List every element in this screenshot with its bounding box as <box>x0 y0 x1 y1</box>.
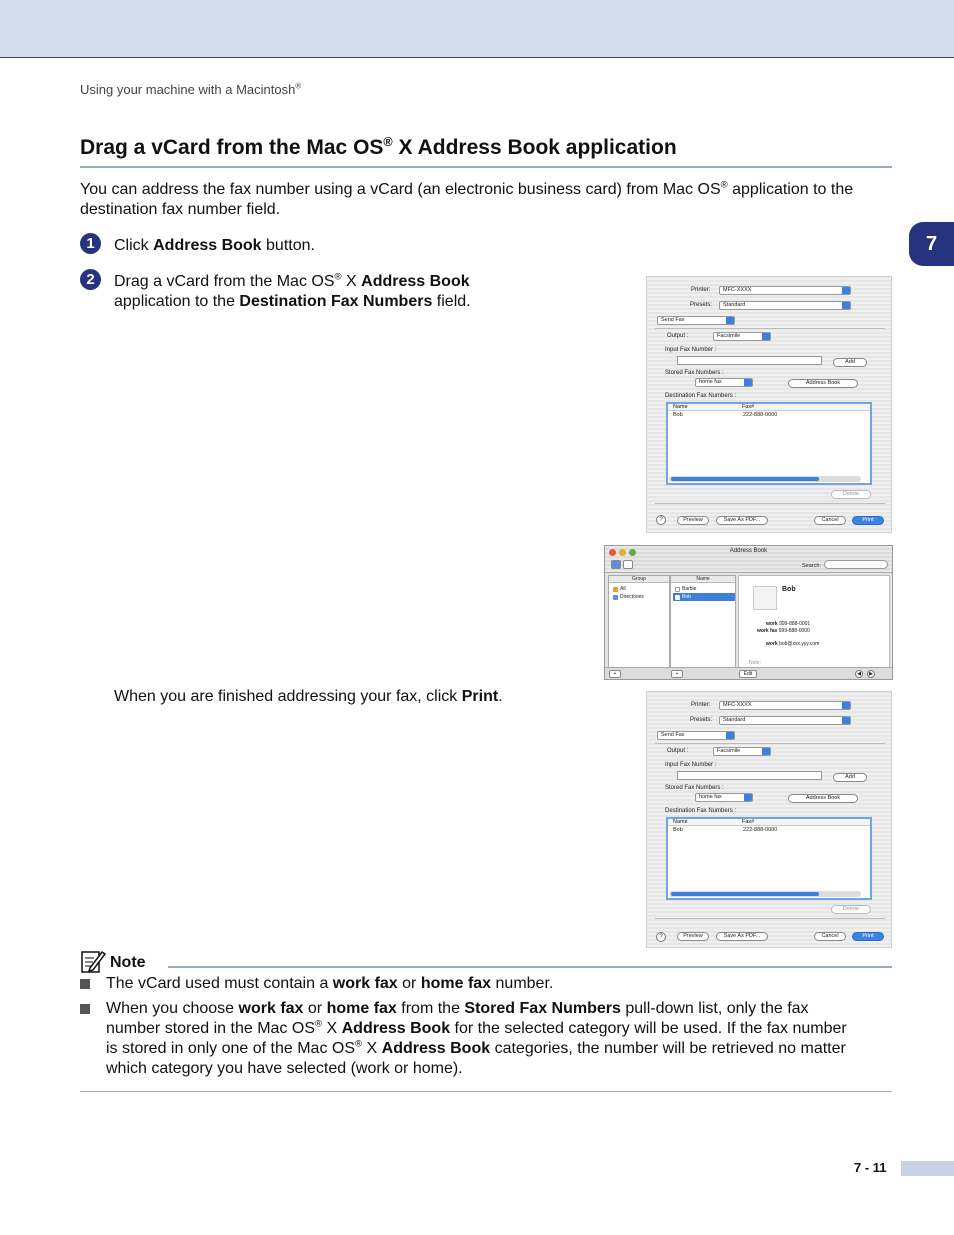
save-as-pdf-button[interactable]: Save As PDF... <box>716 516 768 525</box>
top-header-band <box>0 0 954 58</box>
group-item-all[interactable]: All <box>611 585 669 593</box>
contact-photo <box>753 586 777 610</box>
add-group-button[interactable]: + <box>609 670 621 678</box>
horizontal-scrollbar[interactable] <box>669 891 861 897</box>
dest-fax-label: Destination Fax Numbers : <box>665 808 737 814</box>
dialog-separator <box>655 743 885 744</box>
previous-card-icon[interactable]: ◀ <box>855 670 863 678</box>
dialog-separator <box>655 503 885 504</box>
note-rule <box>168 966 892 968</box>
note-field-label: Note: <box>749 660 761 666</box>
panel-select[interactable]: Send Fax <box>657 316 735 325</box>
horizontal-scrollbar[interactable] <box>669 476 861 482</box>
delete-button[interactable]: Delete <box>831 905 871 914</box>
bullet-marker <box>80 979 90 989</box>
presets-select[interactable]: Standard <box>719 301 851 310</box>
output-label: Output : <box>667 748 689 754</box>
group-icon <box>613 587 618 592</box>
col-fax: Fax# <box>742 404 755 410</box>
note-bullet-2: When you choose work fax or home fax from the Stored Fax Numbers pull-down list, only the fax number stored in the Mac OS® X Address Book for the selected category will be used. If the fax number is stored in only one of the Mac OS® X Address Book categories, the number will be retrieved no matter which category you have selected (work or home). <box>106 1000 847 1077</box>
address-book-button[interactable]: Address Book <box>788 379 858 388</box>
running-head: Using your machine with a Macintosh® <box>80 81 302 97</box>
dialog-separator <box>655 328 885 329</box>
dest-fax-list[interactable] <box>666 402 872 485</box>
next-card-icon[interactable]: ▶ <box>867 670 875 678</box>
contact-card[interactable] <box>738 575 890 668</box>
window-title: Address Book <box>729 548 768 554</box>
section-title: Drag a vCard from the Mac OS® X Address Book application <box>80 135 677 159</box>
note-bottom-rule <box>80 1091 892 1092</box>
preview-button[interactable]: Preview <box>677 516 709 525</box>
cancel-button[interactable]: Cancel <box>814 516 846 525</box>
dest-fax-label: Destination Fax Numbers : <box>665 393 737 399</box>
window-titlebar <box>605 546 892 573</box>
printer-label: Printer: <box>691 702 711 708</box>
card-view-icon[interactable] <box>611 560 621 569</box>
table-row-name[interactable]: Bob <box>673 827 683 833</box>
panel-select[interactable]: Send Fax <box>657 731 735 740</box>
bullet-marker <box>80 1004 90 1014</box>
save-as-pdf-button[interactable]: Save As PDF... <box>716 932 768 941</box>
col-name: Name <box>673 819 688 825</box>
print-button[interactable]: Print <box>852 516 884 525</box>
stored-fax-select[interactable]: home fax <box>695 378 753 387</box>
stored-fax-label: Stored Fax Numbers : <box>665 785 724 791</box>
printer-select[interactable]: MFC-XXXX <box>719 701 851 710</box>
stored-fax-label: Stored Fax Numbers : <box>665 370 724 376</box>
list-item[interactable]: Barbie <box>673 585 731 593</box>
page-number: 7 - 11 <box>854 1160 887 1175</box>
name-header: Name <box>671 576 735 583</box>
input-fax-field[interactable] <box>677 356 822 365</box>
help-button[interactable]: ? <box>656 932 666 942</box>
printer-select[interactable]: MFC-XXXX <box>719 286 851 295</box>
cancel-button[interactable]: Cancel <box>814 932 846 941</box>
scroll-thumb[interactable] <box>671 892 819 896</box>
table-row-fax[interactable]: 222-888-0000 <box>743 827 778 833</box>
add-contact-button[interactable]: + <box>671 670 683 678</box>
output-select[interactable]: Facsimile <box>713 332 771 341</box>
presets-label: Presets: <box>690 717 713 723</box>
address-book-screenshot <box>604 545 893 680</box>
preview-button[interactable]: Preview <box>677 932 709 941</box>
page-number-bar <box>901 1161 954 1176</box>
input-fax-field[interactable] <box>677 771 822 780</box>
step-2-text: Drag a vCard from the Mac OS® X Address Book application to the Destination Fax Numbers field. <box>114 271 471 310</box>
note-label: Note <box>110 954 146 971</box>
search-label: Search: <box>802 563 821 569</box>
print-button[interactable]: Print <box>852 932 884 941</box>
stored-fax-select[interactable]: home fax <box>695 793 753 802</box>
output-select[interactable]: Facsimile <box>713 747 771 756</box>
window-bottombar <box>605 667 892 679</box>
contact-line: work bob@xxx.yyy.com <box>766 641 820 647</box>
table-row-name[interactable]: Bob <box>673 412 683 418</box>
contact-name: Bob <box>782 586 796 593</box>
presets-select[interactable]: Standard <box>719 716 851 725</box>
list-header <box>668 819 870 826</box>
print-dialog-screenshot-2 <box>646 691 892 948</box>
output-label: Output : <box>667 333 689 339</box>
table-row-fax[interactable]: 222-888-0000 <box>743 412 778 418</box>
note-bullet-1: The vCard used must contain a work fax or home fax number. <box>106 975 554 992</box>
group-item-directories[interactable]: Directories <box>611 593 669 601</box>
step-number-2: 2 <box>80 269 101 290</box>
add-button[interactable]: Add <box>833 773 867 782</box>
dest-fax-list[interactable] <box>666 817 872 900</box>
scroll-thumb[interactable] <box>671 477 819 481</box>
intro-paragraph: You can address the fax number using a vCard (an electronic business card) from Mac OS® application to the destination fax number field. <box>80 179 854 218</box>
list-item[interactable]: Bob <box>673 593 735 601</box>
delete-button[interactable]: Delete <box>831 490 871 499</box>
help-button[interactable]: ? <box>656 515 666 525</box>
edit-button[interactable]: Edit <box>739 670 757 678</box>
list-header <box>668 404 870 411</box>
name-column[interactable] <box>670 575 736 668</box>
contact-icon <box>675 587 680 592</box>
group-column[interactable] <box>608 575 670 668</box>
directories-icon <box>613 595 618 600</box>
print-dialog-screenshot-1 <box>646 276 892 533</box>
contact-line: work fax 999-888-0000 <box>757 628 810 634</box>
printer-label: Printer: <box>691 287 711 293</box>
list-view-icon[interactable] <box>623 560 633 569</box>
group-header: Group <box>609 576 669 583</box>
dialog-separator <box>655 918 885 919</box>
input-fax-label: Input Fax Number : <box>665 762 717 768</box>
step-number-1: 1 <box>80 233 101 254</box>
input-fax-label: Input Fax Number : <box>665 347 717 353</box>
address-book-button[interactable]: Address Book <box>788 794 858 803</box>
contact-line: work 999-888-0001 <box>766 621 811 627</box>
col-fax: Fax# <box>742 819 755 825</box>
add-button[interactable]: Add <box>833 358 867 367</box>
contact-icon <box>675 595 680 600</box>
presets-label: Presets: <box>690 302 713 308</box>
title-rule <box>80 166 892 168</box>
chapter-tab: 7 <box>909 222 954 266</box>
step-1-text: Click Address Book button. <box>114 237 315 254</box>
col-name: Name <box>673 404 688 410</box>
finish-text: When you are finished addressing your fax, click Print. <box>114 688 503 705</box>
search-input[interactable] <box>824 560 888 569</box>
note-pencil-icon <box>80 948 106 974</box>
